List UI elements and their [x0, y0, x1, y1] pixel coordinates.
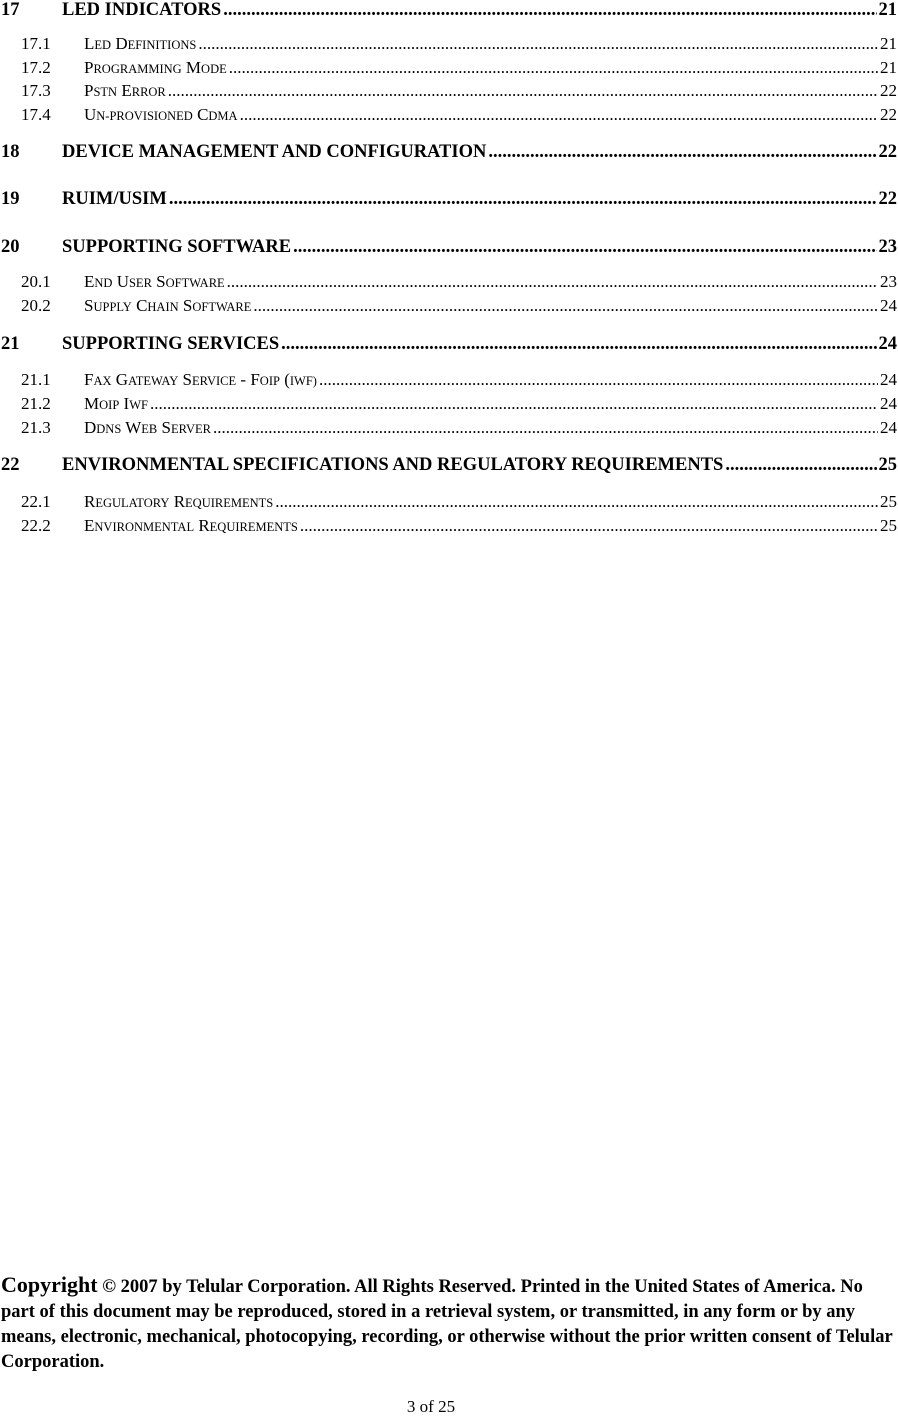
dot-leader: [725, 455, 876, 476]
toc-entry-number: 21.1: [21, 370, 51, 389]
toc-entry-number: 17.3: [21, 81, 51, 100]
toc-entry-20-1[interactable]: [0, 272, 898, 296]
toc-entry-17-4[interactable]: [0, 105, 898, 129]
toc-entry-page: 24: [880, 296, 897, 315]
toc-entry-title: UN-PROVISIONED CDMA: [84, 105, 238, 124]
toc-entry-21[interactable]: [0, 334, 898, 358]
copyright-symbol: ©: [102, 1277, 117, 1297]
toc-entry-page: 21: [880, 34, 897, 53]
toc-entry-title: LED INDICATORS: [62, 0, 222, 20]
copyright-text: 2007 by Telular Corporation. All Rights Reserved. Printed in the United States of America. No part of this document may be reproduced, stored in a retrieval system, or transmitted, in any form or by any means, electronic, mechanical, photocopying, recording, or otherwise without the prior written consent of Telular Corporation.: [1, 1277, 893, 1372]
toc-entry-number: 17.2: [21, 58, 51, 77]
toc-entry-page: 24: [880, 418, 897, 437]
toc-entry-number: 21.3: [21, 418, 51, 437]
toc-entry-17-3[interactable]: [0, 81, 898, 105]
dot-leader: [300, 516, 878, 536]
toc-entry-22-2[interactable]: [0, 516, 898, 540]
toc-entry-title: REGULATORY REQUIREMENTS: [84, 492, 274, 511]
toc-entry-18[interactable]: [0, 142, 898, 166]
toc-entry-19[interactable]: [0, 189, 898, 213]
toc-entry-number: 22.1: [21, 492, 51, 511]
dot-leader: [213, 418, 878, 438]
toc-entry-title: ENVIRONMENTAL SPECIFICATIONS AND REGULATORY REQUIREMENTS: [62, 455, 724, 475]
dot-leader: [168, 81, 878, 101]
toc-entry-title: DDNS WEB SERVER: [84, 418, 211, 437]
toc-entry-number: 17.4: [21, 105, 51, 124]
dot-leader: [488, 142, 876, 163]
toc-entry-title: ENVIRONMENTAL REQUIREMENTS: [84, 516, 298, 535]
toc-entry-title: FAX GATEWAY SERVICE - FOIP (IWF): [84, 370, 317, 389]
toc-entry-title: PSTN ERROR: [84, 81, 166, 100]
toc-entry-page: 22: [880, 105, 897, 124]
toc-entry-title: SUPPORTING SOFTWARE: [62, 237, 292, 257]
toc-entry-page: 23: [878, 237, 897, 257]
toc-entry-title: END USER SOFTWARE: [84, 272, 225, 291]
toc-entry-page: 25: [880, 492, 897, 511]
toc-entry-page: 25: [880, 516, 897, 535]
toc-entry-page: 25: [878, 455, 897, 475]
toc-entry-title: SUPPLY CHAIN SOFTWARE: [84, 296, 252, 315]
toc-entry-page: 22: [878, 142, 897, 162]
toc-entry-page: 21: [880, 58, 897, 77]
toc-entry-17-1[interactable]: [0, 34, 898, 58]
dot-leader: [229, 58, 878, 78]
toc-entry-page: 22: [880, 81, 897, 100]
toc-entry-title: LED DEFINITIONS: [84, 34, 197, 53]
dot-leader: [223, 0, 876, 21]
toc-entry-number: 20.1: [21, 272, 51, 291]
dot-leader: [275, 492, 878, 512]
toc-entry-20-2[interactable]: [0, 296, 898, 320]
copyright-notice: [1, 1272, 893, 1375]
dot-leader: [253, 296, 878, 316]
page-number: 3 of 25: [406, 1397, 456, 1416]
toc-entry-title: DEVICE MANAGEMENT AND CONFIGURATION: [62, 142, 487, 162]
dot-leader: [319, 370, 878, 390]
dot-leader: [150, 394, 878, 414]
toc-entry-17-2[interactable]: [0, 58, 898, 82]
toc-entry-number: 21.2: [21, 394, 51, 413]
toc-entry-number: 20: [1, 237, 20, 257]
dot-leader: [198, 34, 878, 54]
toc-entry-20[interactable]: [0, 237, 898, 261]
toc-entry-number: 22: [1, 455, 20, 475]
dot-leader: [293, 237, 876, 258]
toc-entry-number: 22.2: [21, 516, 51, 535]
toc-entry-title: MOIP IWF: [84, 394, 148, 413]
toc-entry-title: PROGRAMMING MODE: [84, 58, 227, 77]
dot-leader: [281, 334, 876, 355]
toc-entry-number: 19: [1, 189, 20, 209]
dot-leader: [227, 272, 878, 292]
toc-entry-page: 21: [878, 0, 897, 20]
toc-entry-title: RUIM/USIM: [62, 189, 167, 209]
toc-entry-22[interactable]: [0, 455, 898, 479]
toc-entry-21-3[interactable]: [0, 418, 898, 442]
toc-entry-page: 24: [880, 394, 897, 413]
toc-entry-title: SUPPORTING SERVICES: [62, 334, 280, 354]
toc-entry-page: 24: [880, 370, 897, 389]
toc-entry-number: 17: [1, 0, 20, 20]
copyright-lead: Copyright: [1, 1272, 98, 1297]
toc-entry-page: 22: [878, 189, 897, 209]
toc-entry-number: 17.1: [21, 34, 51, 53]
toc-entry-page: 24: [878, 334, 897, 354]
toc-entry-number: 20.2: [21, 296, 51, 315]
dot-leader: [169, 189, 877, 210]
toc-entry-21-2[interactable]: [0, 394, 898, 418]
toc-entry-17[interactable]: [0, 0, 898, 24]
toc-entry-22-1[interactable]: [0, 492, 898, 516]
dot-leader: [240, 105, 878, 125]
toc-entry-21-1[interactable]: [0, 370, 898, 394]
toc-entry-page: 23: [880, 272, 897, 291]
toc-entry-number: 21: [1, 334, 20, 354]
toc-entry-number: 18: [1, 142, 20, 162]
